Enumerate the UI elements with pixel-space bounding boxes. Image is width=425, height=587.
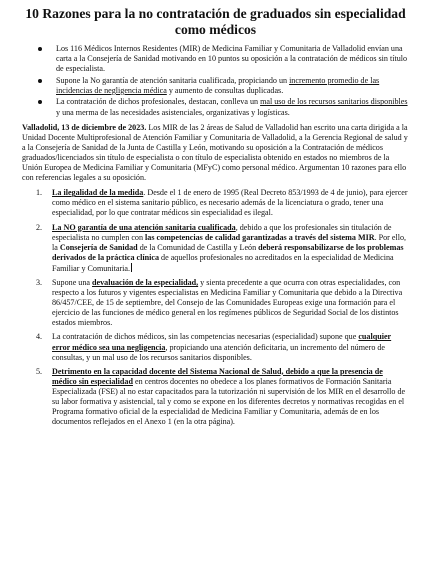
- reason-text: . Desde el 1 de enero de 1995 (Real Decreto 853/1993 de 4 de junio), para ejercer como médico en el sistema sanitario público, es necesario además de la licenciatura o grado, tener una especialidad, por lo que contratar médicos sin especialidad es ilegal.: [52, 188, 408, 218]
- reason-heading: Detrimento en la capacidad docente del Sistema Nacional de Salud, debido a que la presencia de médico sin especialidad: [52, 366, 383, 386]
- reason-3: [36, 277, 409, 328]
- reason-bold-text: Consejería de Sanidad: [59, 242, 138, 252]
- reason-5: [36, 366, 409, 428]
- reason-heading: cualquier error médico sea una negligencia: [52, 332, 392, 352]
- bullet-text: Supone la No garantía de atención sanitaria cualificada, propiciando un: [56, 75, 290, 85]
- reason-1: [36, 188, 409, 218]
- reasons-list: [22, 188, 409, 427]
- reason-text: La contratación de dichos médicos, sin las competencias necesarias (especialidad) supone que: [52, 332, 359, 342]
- text-cursor: [131, 263, 132, 272]
- document-title: 10 Razones para la no contratación de graduados sin especialidad como médicos: [25, 6, 406, 37]
- reason-text: de la Comunidad de Castilla y León: [137, 242, 259, 252]
- reason-text: de aquellos profesionales no acreditados en la especialidad de Medicina Familiar y Comunitaria.: [52, 252, 394, 273]
- intro-text: Los MIR de las 2 áreas de Salud de Valladolid han escrito una carta dirigida a la Unidad Docente Multiprofesional de Atención Familiar y Comunitaria de Valladolid, a la Gerencia Regional de salud y a la Consejería de Sanidad de la Junta de Castilla y León, motivando su oposición a la Contratación de médicos graduados/licenciados sin título de especialista o con título de especialista obtenido en estados no miembros de la Unión Europea de Medicina Familiar y Comunitaria (MFyC) como personal médico. Argumentan 10 razones para ello con referencias legales a su oposición.: [22, 122, 408, 183]
- reason-text: , propiciando una atención deficitaria, un incremento del número de consultas, y un mal uso de los recursos sanitarios disponibles.: [52, 342, 386, 362]
- reason-number: 3.: [36, 277, 43, 287]
- bullet-underlined-text: incremento promedio de las incidencias de negligencia médica: [56, 75, 380, 95]
- reason-2: [36, 222, 409, 274]
- bullet-text: y una merma de las necesidades asistenciales, organizativas y logísticas.: [56, 107, 290, 117]
- reason-text: Supone una: [52, 277, 93, 287]
- reason-bold-text: las competencias de calidad garantizadas a través del sistema MIR: [145, 232, 375, 242]
- reason-text: . Por ello, la: [52, 232, 407, 252]
- summary-bullets: [22, 44, 409, 118]
- reason-number: 2.: [36, 222, 43, 232]
- bullet-text: Los 116 Médicos Internos Residentes (MIR) de Medicina Familiar y Comunitaria de Valladolid envían una carta a la Consejería de Sanidad motivando en 10 puntos su oposición a la contratación de médicos sin título de especialista.: [56, 44, 408, 74]
- reason-text: en centros docentes no obedece a los planes formativos de Formación Sanitaria Especializada (FSE) al no estar capacitados para la tutorización ni supervisión de los MIR en el desarrollo de su labor formativa y asistencial, tal y como se expone en los diferentes decretos y normativas recogidas en el Programa formativo oficial de la especialidad de Medicina Familiar y Comunitaria, además de en los documentos reflejados en el Anexo 1 (en la otra página).: [52, 376, 406, 427]
- bullet-text: La contratación de dichos profesionales, destacan, conlleva un: [56, 97, 261, 107]
- reason-bold-text: deberá responsabilizarse de los problemas derivados de la práctica clínica: [52, 242, 404, 262]
- reason-heading: La ilegalidad de la medida: [52, 188, 144, 198]
- bullet-underlined-text: mal uso de los recursos sanitarios disponibles: [260, 97, 408, 107]
- summary-bullet-1: [50, 44, 409, 74]
- summary-bullet-3: [50, 97, 409, 117]
- reason-number: 4.: [36, 332, 43, 342]
- bullet-text: y aumento de consultas duplicadas.: [166, 85, 284, 95]
- intro-paragraph: [22, 123, 409, 184]
- reason-text: y sienta precedente a que ocurra con otras especialidades, con respecto a los futuros y vigentes especialistas en Medicina Familiar y Comunitaria que debido a la Directiva 86/457/CEE, de 15 de septiembre, del Consejo de las Comunidades Europeas exige una formación para el ejercicio de las funciones de médico general en los regímenes públicos de Seguridad Social de los distintos estados miembros.: [52, 277, 403, 328]
- dateline: Valladolid, 13 de diciembre de 2023.: [22, 122, 147, 132]
- reason-number: 5.: [36, 366, 43, 376]
- reason-heading: La NO garantía de una atención sanitaria cualificada: [52, 222, 236, 232]
- reason-4: [36, 332, 409, 362]
- reason-text: , debido a que los profesionales sin titulación de especialista no cumplen con: [52, 222, 392, 242]
- reason-heading: devaluación de la especialidad,: [92, 277, 199, 287]
- reason-number: 1.: [36, 188, 43, 198]
- summary-bullet-2: [50, 76, 409, 96]
